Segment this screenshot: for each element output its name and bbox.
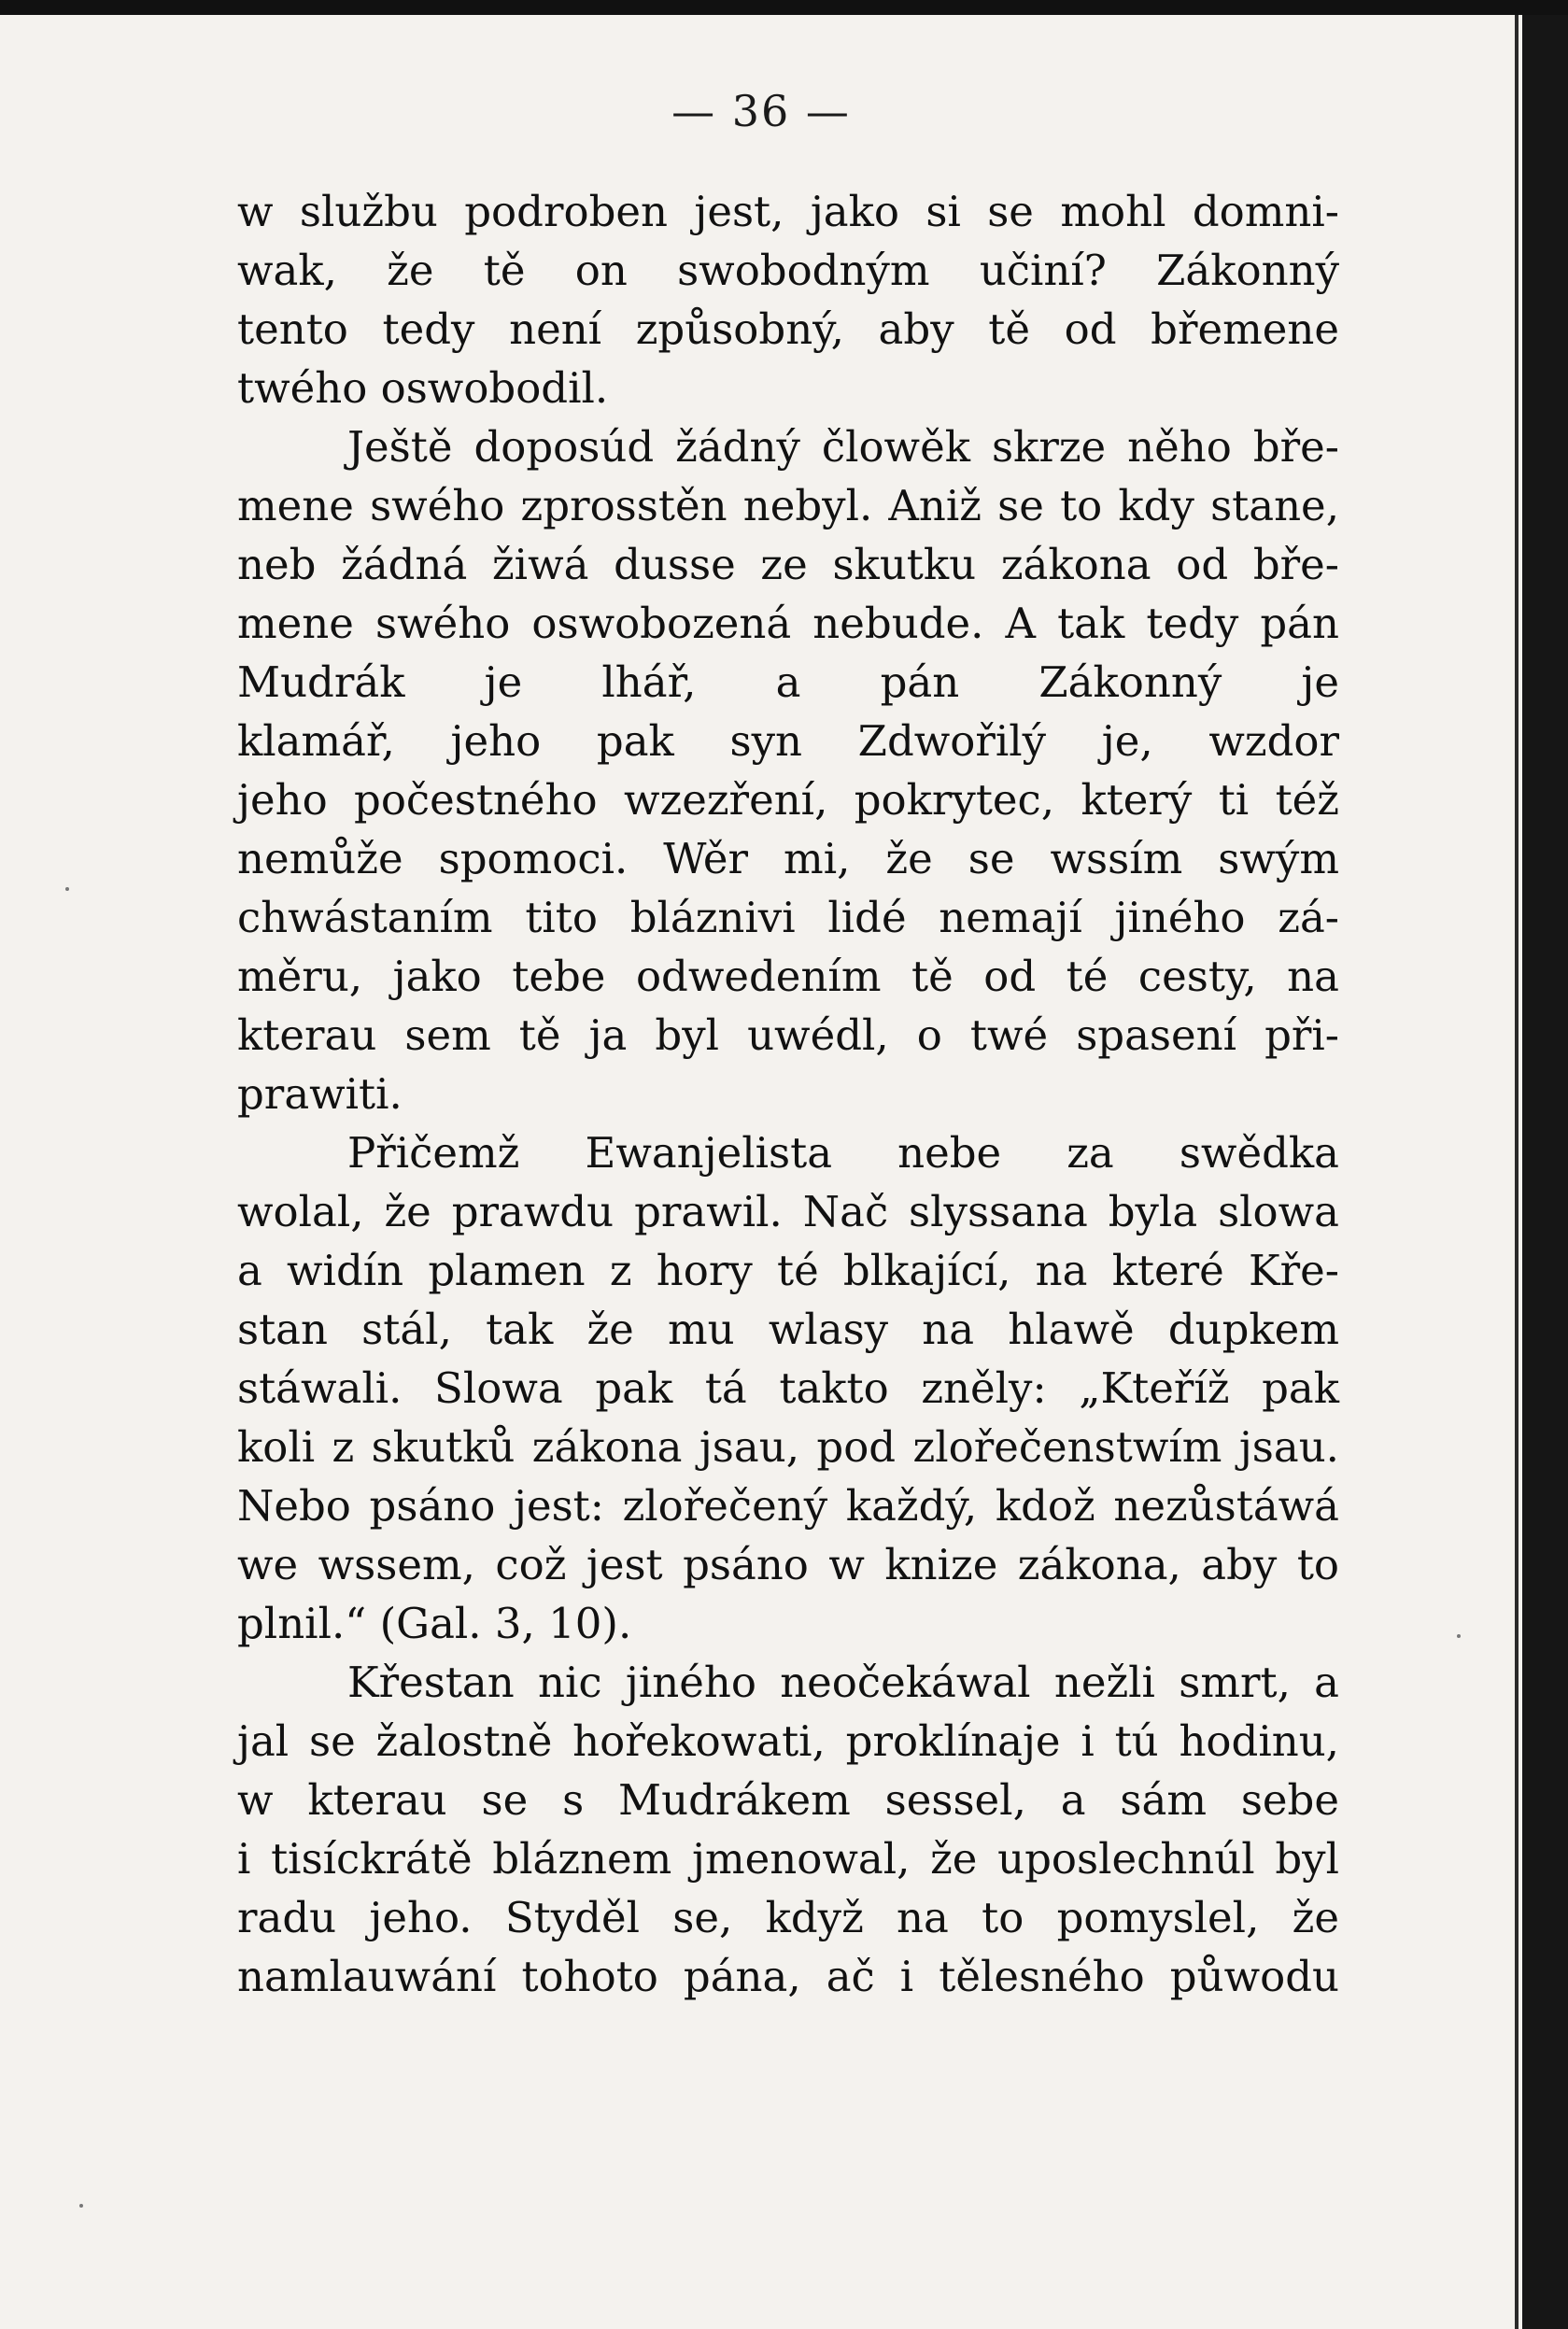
paper-speck (79, 2204, 83, 2208)
paper-speck (1457, 1634, 1461, 1638)
text-line: radu jeho. Styděl se, když na to pomyslel, že (237, 1893, 1339, 1942)
text-line: mene swého zprosstěn nebyl. Aniž se to kdy stane, (237, 481, 1339, 530)
text-line: koli z skutků zákona jsau, pod zlořečenstwím jsau. (237, 1422, 1339, 1472)
text-line: we wssem, což jest psáno w knize zákona, aby to (237, 1540, 1339, 1589)
text-line: w službu podroben jest, jako si se mohl domni- (237, 187, 1339, 236)
text-line: kterau sem tě ja byl uwédl, o twé spasení při- (237, 1010, 1339, 1060)
scan-right-border (1522, 15, 1568, 2329)
text-line: jal se žalostně hořekowati, proklínaje i tú hodinu, (237, 1716, 1339, 1766)
text-line: wak, že tě on swobodným učiní? Zákonný (237, 246, 1339, 295)
text-line: měru, jako tebe odwedením tě od té cesty, na (237, 952, 1339, 1001)
text-line: nemůže spomoci. Wěr mi, že se wssím swým (237, 834, 1339, 883)
text-line: wolal, že prawdu prawil. Nač slyssana byla slowa (237, 1187, 1339, 1236)
text-line: stan stál, tak že mu wlasy na hlawě dupkem (237, 1305, 1339, 1354)
text-line: chwástaním tito bláznivi lidé nemají jiného zá- (237, 893, 1339, 942)
text-line: twého oswobodil. (237, 363, 609, 413)
text-line: a widín plamen z hory té blkající, na které Kře- (237, 1246, 1339, 1295)
text-line: neb žádná žiwá dusse ze skutku zákona od bře- (237, 540, 1339, 589)
text-line: stáwali. Slowa pak tá takto zněly: „Kteříž pak (237, 1363, 1339, 1413)
text-line: Mudrák je lhář, a pán Zákonný je (237, 657, 1339, 707)
scan-top-border (0, 0, 1568, 15)
page-edge (1515, 15, 1519, 2329)
body-text (237, 182, 1339, 2006)
text-line: mene swého oswobozená nebude. A tak tedy pán (237, 599, 1339, 648)
text-line: klamář, jeho pak syn Zdwořilý je, wzdor (237, 716, 1339, 766)
text-line: Nebo psáno jest: zlořečený každý, kdož nezůstáwá (237, 1481, 1339, 1531)
paper-speck (65, 887, 69, 891)
text-line: Křestan nic jiného neočekáwal nežli smrt, a (347, 1658, 1339, 1707)
text-line: Ještě doposúd žádný člowěk skrze něho bře- (347, 422, 1339, 472)
text-line: w kterau se s Mudrákem sessel, a sám sebe (237, 1775, 1339, 1825)
text-line: jeho počestného wzezření, pokrytec, který ti též (237, 775, 1339, 825)
text-line: tento tedy není způsobný, aby tě od břemene (237, 304, 1339, 354)
text-line: plnil.“ (Gal. 3, 10). (237, 1599, 632, 1648)
text-line: namlauwání tohoto pána, ač i tělesného půwodu (237, 1952, 1339, 2001)
text-line: Přičemž Ewanjelista nebe za swědka (347, 1128, 1339, 1178)
text-line: prawiti. (237, 1069, 403, 1119)
page-number: — 36 — (671, 86, 851, 136)
text-line: i tisíckrátě bláznem jmenowal, že uposlechnúl byl (237, 1834, 1339, 1884)
